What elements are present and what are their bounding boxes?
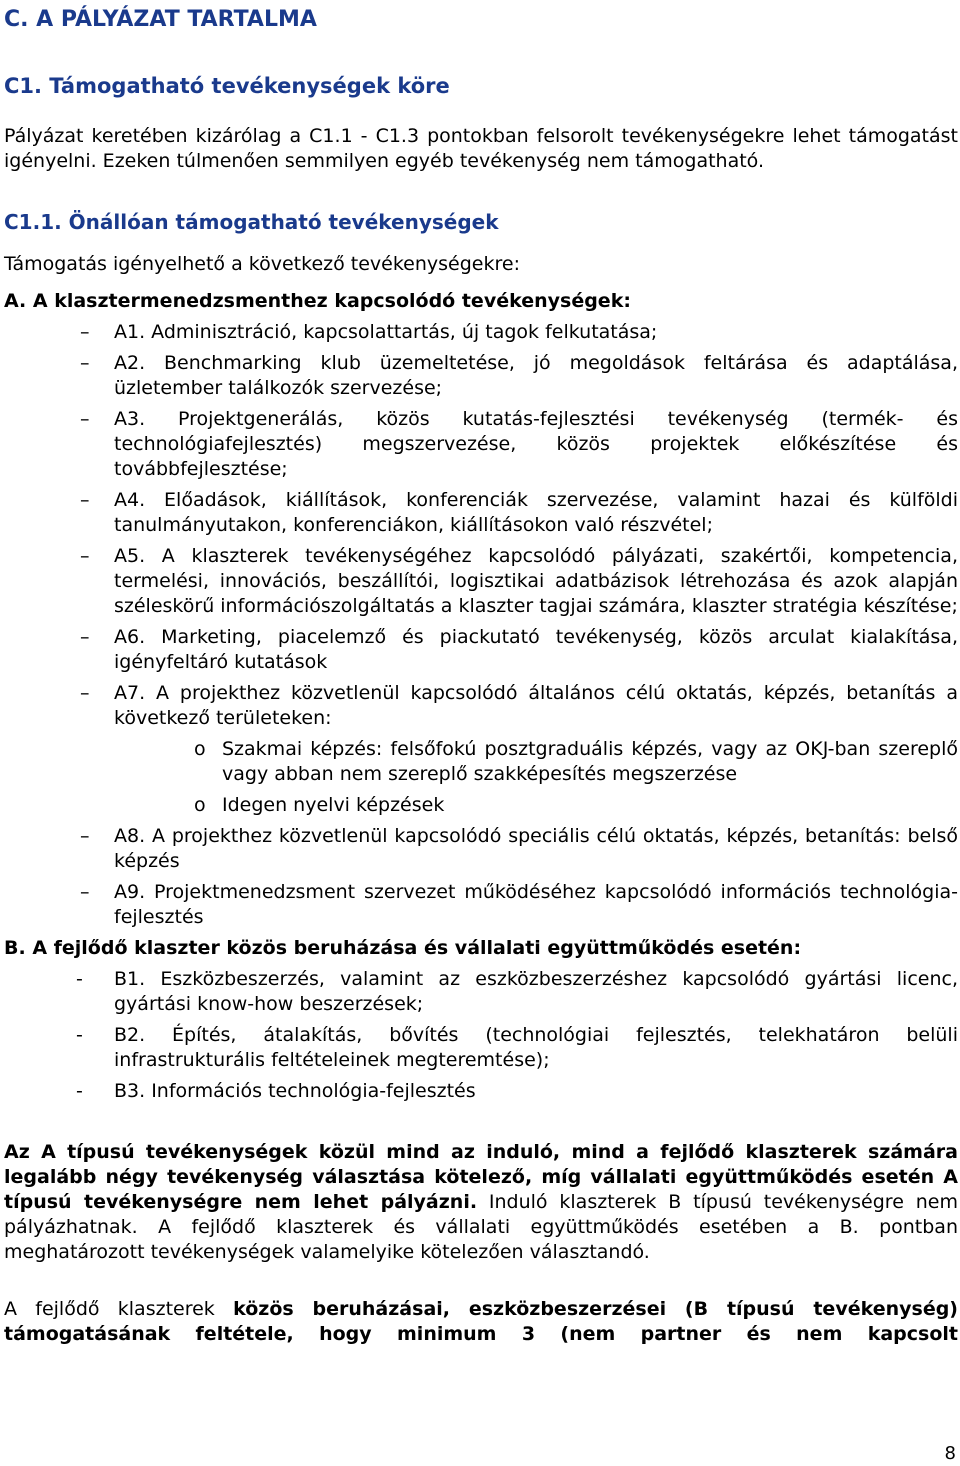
list-item: – A8. A projekthez közvetlenül kapcsolódó speciális célú oktatás, képzés, betanítás: belső képzés — [80, 825, 958, 872]
condition-bold-text: közös beruházásai, eszközbeszerzései (B típusú tevékenység) támogatásának feltétele, hogy minimum 3 (nem partner és nem kapcsolt — [4, 1298, 958, 1345]
list-item: – A9. Projektmenedzsment szervezet működéséhez kapcsolódó információs technológia-fejlesztés — [80, 881, 958, 928]
page-number: 8 — [944, 1443, 956, 1464]
list-item: – A1. Adminisztráció, kapcsolattartás, új tagok felkutatása; — [80, 321, 658, 343]
list-item: - B2. Építés, átalakítás, bővítés (technológiai fejlesztés, telekhatáron belüli infrastrukturális feltételeinek megteremtése); — [76, 1024, 958, 1071]
list-item: - B1. Eszközbeszerzés, valamint az eszközbeszerzéshez kapcsolódó gyártási licenc, gyártási know-how beszerzések; — [76, 968, 958, 1015]
summary-bold-text: Az A típusú tevékenységek közül mind az induló, mind a fejlődő klaszterek számára legalább négy tevékenység választása kötelező, míg vállalati együttműködés esetén A típusú tevékenységre nem lehet pályázni. — [4, 1141, 958, 1213]
a7-sublist — [4, 737, 958, 818]
section-heading-c1: C1. Támogatható tevékenységek köre — [4, 74, 450, 98]
document-page — [4, 0, 958, 1347]
group-b-list — [4, 967, 958, 1104]
chapter-title: C. A PÁLYÁZAT TARTALMA — [4, 7, 317, 32]
list-item: – A2. Benchmarking klub üzemeltetése, jó megoldások feltárása és adaptálása, üzletember találkozók szervezése; — [80, 352, 958, 399]
group-a-heading: A. A klasztermenedzsmenthez kapcsolódó tevékenységek: — [4, 290, 631, 312]
summary-paragraph — [4, 1140, 958, 1265]
list-item: – A7. A projekthez közvetlenül kapcsolódó általános célú oktatás, képzés, betanítás a következő területeken: o Szakmai képzés: felsőfokú posztgraduális képzés, vagy az OKJ-ban szereplő vagy abban nem szereplő szakképesítés megszerzése o Idegen nyelvi képzések — [4, 681, 958, 818]
summary-normal-text: Induló klaszterek B típusú tevékenységre nem pályázhatnak. A fejlődő klaszterek és vállalati együttműködés esetében a B. pontban meghatározott tevékenységek valamelyike kötelezően választandó. — [4, 1191, 958, 1263]
section-c1-intro: Pályázat keretében kizárólag a C1.1 - C1.3 pontokban felsorolt tevékenységekre lehet támogatást igényelni. Ezeken túlmenően semmilyen egyéb tevékenység nem támogatható. — [4, 125, 958, 172]
list-item: – A6. Marketing, piacelemző és piackutató tevékenység, közös arculat kialakítása, igényfeltáró kutatások — [80, 626, 958, 673]
list-item: – A3. Projektgenerálás, közös kutatás-fejlesztési tevékenység (termék- és technológiafejlesztés) megszervezése, közös projektek előkészítése és továbbfejlesztése; — [80, 408, 958, 480]
group-a-list — [4, 320, 958, 930]
sub-list-item: o Szakmai képzés: felsőfokú posztgraduális képzés, vagy az OKJ-ban szereplő vagy abban nem szereplő szakképesítés megszerzése — [194, 738, 958, 785]
group-b-heading: B. A fejlődő klaszter közös beruházása és vállalati együttműködés esetén: — [4, 937, 802, 959]
section-heading-c11: C1.1. Önállóan támogatható tevékenységek — [4, 210, 499, 234]
list-item: – A5. A klaszterek tevékenységéhez kapcsolódó pályázati, szakértői, kompetencia, termelési, innovációs, beszállítói, logisztikai adatbázisok létrehozása és azok alapján széleskörű információszolgáltatás a klaszter tagjai számára, klaszter stratégia készítése; — [80, 545, 958, 617]
list-item: – A4. Előadások, kiállítások, konferenciák szervezése, valamint hazai és külföldi tanulmányutakon, konferenciákon, kiállításokon való részvétel; — [80, 489, 958, 536]
sub-list-item: o Idegen nyelvi képzések — [194, 794, 445, 816]
condition-paragraph — [4, 1297, 958, 1347]
section-c11-lead: Támogatás igényelhető a következő tevékenységekre: — [4, 253, 520, 275]
condition-normal-text: A fejlődő klaszterek — [4, 1298, 234, 1320]
list-item: - B3. Információs technológia-fejlesztés — [76, 1080, 476, 1102]
